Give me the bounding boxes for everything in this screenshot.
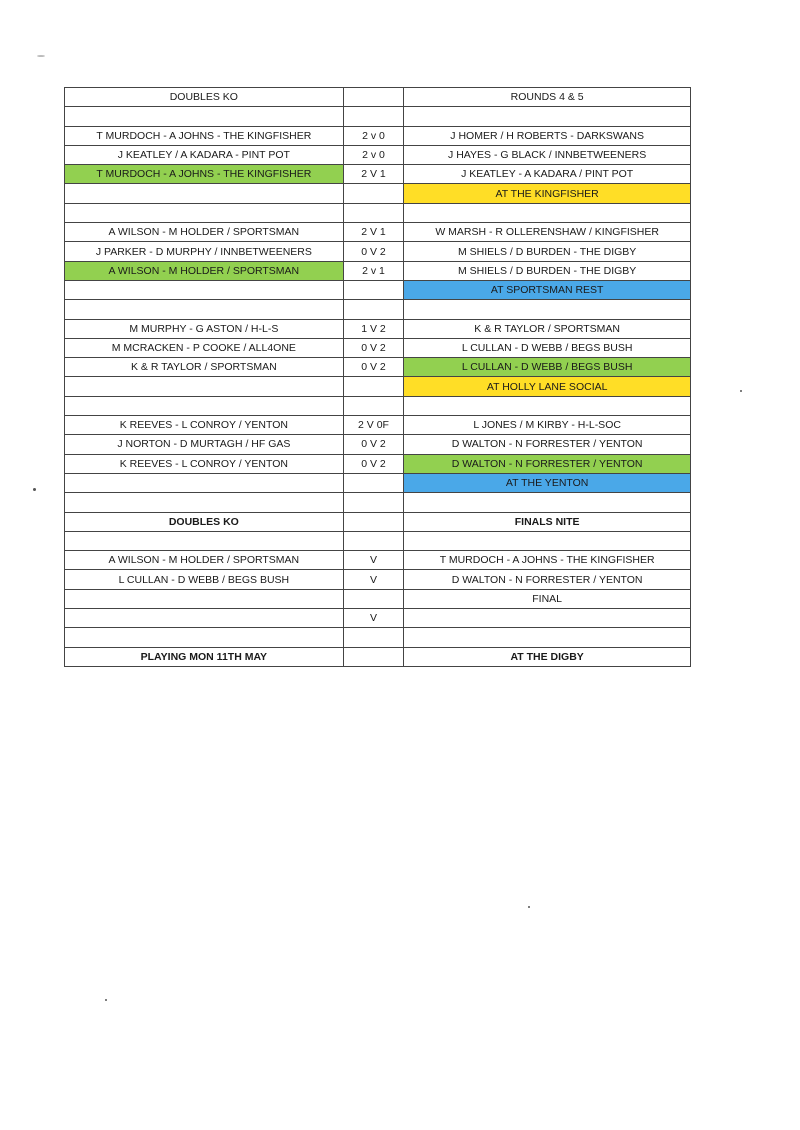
score-cell: V	[343, 609, 404, 628]
table-row	[65, 88, 691, 107]
table-row	[65, 107, 691, 126]
score-cell	[343, 647, 404, 666]
score-cell	[343, 88, 404, 107]
fixtures-table-body	[65, 88, 691, 667]
scan-speck	[37, 55, 45, 57]
left-team-cell: T MURDOCH - A JOHNS - THE KINGFISHER	[65, 165, 344, 184]
right-team-cell	[404, 396, 691, 415]
right-team-cell: AT SPORTSMAN REST	[404, 280, 691, 299]
right-team-cell: J HAYES - G BLACK / INNBETWEENERS	[404, 145, 691, 164]
table-row	[65, 242, 691, 261]
left-team-cell: K REEVES - L CONROY / YENTON	[65, 416, 344, 435]
table-row	[65, 358, 691, 377]
table-row	[65, 261, 691, 280]
score-cell	[343, 628, 404, 647]
score-cell	[343, 396, 404, 415]
left-team-cell: T MURDOCH - A JOHNS - THE KINGFISHER	[65, 126, 344, 145]
score-cell: 0 V 2	[343, 338, 404, 357]
score-cell: 2 v 0	[343, 145, 404, 164]
left-team-cell	[65, 609, 344, 628]
right-team-cell	[404, 628, 691, 647]
left-team-cell: A WILSON - M HOLDER / SPORTSMAN	[65, 261, 344, 280]
left-team-cell	[65, 184, 344, 203]
table-row	[65, 551, 691, 570]
scan-speck	[33, 488, 36, 491]
left-team-cell: DOUBLES KO	[65, 88, 344, 107]
right-team-cell: J KEATLEY - A KADARA / PINT POT	[404, 165, 691, 184]
left-team-cell	[65, 107, 344, 126]
left-team-cell	[65, 628, 344, 647]
table-row	[65, 396, 691, 415]
left-team-cell	[65, 589, 344, 608]
score-cell: 2 V 0F	[343, 416, 404, 435]
left-team-cell: A WILSON - M HOLDER / SPORTSMAN	[65, 551, 344, 570]
score-cell: 1 V 2	[343, 319, 404, 338]
left-team-cell	[65, 396, 344, 415]
score-cell: 0 V 2	[343, 435, 404, 454]
left-team-cell	[65, 280, 344, 299]
table-row	[65, 377, 691, 396]
left-team-cell	[65, 493, 344, 512]
left-team-cell	[65, 377, 344, 396]
table-row	[65, 609, 691, 628]
score-cell	[343, 184, 404, 203]
table-row	[65, 512, 691, 531]
right-team-cell: J HOMER / H ROBERTS - DARKSWANS	[404, 126, 691, 145]
table-row	[65, 203, 691, 222]
table-row	[65, 589, 691, 608]
right-team-cell	[404, 203, 691, 222]
score-cell	[343, 203, 404, 222]
table-row	[65, 628, 691, 647]
table-row	[65, 435, 691, 454]
left-team-cell	[65, 203, 344, 222]
scan-speck	[740, 390, 742, 392]
score-cell	[343, 589, 404, 608]
score-cell: 0 V 2	[343, 454, 404, 473]
right-team-cell: FINALS NITE	[404, 512, 691, 531]
scan-speck	[105, 999, 107, 1001]
right-team-cell	[404, 107, 691, 126]
table-row	[65, 165, 691, 184]
score-cell: 2 V 1	[343, 165, 404, 184]
table-row	[65, 300, 691, 319]
table-row	[65, 280, 691, 299]
left-team-cell: M MCRACKEN - P COOKE / ALL4ONE	[65, 338, 344, 357]
score-cell: V	[343, 570, 404, 589]
right-team-cell: AT HOLLY LANE SOCIAL	[404, 377, 691, 396]
score-cell	[343, 493, 404, 512]
right-team-cell: AT THE KINGFISHER	[404, 184, 691, 203]
right-team-cell	[404, 609, 691, 628]
table-row	[65, 223, 691, 242]
right-team-cell: L CULLAN - D WEBB / BEGS BUSH	[404, 338, 691, 357]
fixtures-table	[64, 87, 691, 667]
table-row	[65, 570, 691, 589]
score-cell	[343, 512, 404, 531]
right-team-cell: K & R TAYLOR / SPORTSMAN	[404, 319, 691, 338]
score-cell: 2 V 1	[343, 223, 404, 242]
score-cell: 2 v 1	[343, 261, 404, 280]
left-team-cell: L CULLAN - D WEBB / BEGS BUSH	[65, 570, 344, 589]
right-team-cell: W MARSH - R OLLERENSHAW / KINGFISHER	[404, 223, 691, 242]
left-team-cell: DOUBLES KO	[65, 512, 344, 531]
right-team-cell: AT THE YENTON	[404, 473, 691, 492]
left-team-cell: M MURPHY - G ASTON / H-L-S	[65, 319, 344, 338]
left-team-cell	[65, 300, 344, 319]
score-cell: 0 V 2	[343, 358, 404, 377]
left-team-cell: J PARKER - D MURPHY / INNBETWEENERS	[65, 242, 344, 261]
right-team-cell: L JONES / M KIRBY - H-L-SOC	[404, 416, 691, 435]
table-row	[65, 338, 691, 357]
left-team-cell	[65, 473, 344, 492]
right-team-cell: D WALTON - N FORRESTER / YENTON	[404, 435, 691, 454]
score-cell	[343, 531, 404, 550]
table-row	[65, 493, 691, 512]
table-row	[65, 647, 691, 666]
right-team-cell	[404, 493, 691, 512]
table-row	[65, 319, 691, 338]
left-team-cell: J NORTON - D MURTAGH / HF GAS	[65, 435, 344, 454]
table-row	[65, 531, 691, 550]
table-row	[65, 454, 691, 473]
score-cell	[343, 280, 404, 299]
scan-speck	[528, 906, 530, 908]
score-cell: 0 V 2	[343, 242, 404, 261]
score-cell	[343, 107, 404, 126]
left-team-cell: K & R TAYLOR / SPORTSMAN	[65, 358, 344, 377]
right-team-cell: M SHIELS / D BURDEN - THE DIGBY	[404, 242, 691, 261]
right-team-cell: M SHIELS / D BURDEN - THE DIGBY	[404, 261, 691, 280]
score-cell: V	[343, 551, 404, 570]
right-team-cell: ROUNDS 4 & 5	[404, 88, 691, 107]
score-cell	[343, 377, 404, 396]
right-team-cell: T MURDOCH - A JOHNS - THE KINGFISHER	[404, 551, 691, 570]
table-row	[65, 473, 691, 492]
right-team-cell: AT THE DIGBY	[404, 647, 691, 666]
left-team-cell: K REEVES - L CONROY / YENTON	[65, 454, 344, 473]
table-row	[65, 184, 691, 203]
score-cell	[343, 300, 404, 319]
right-team-cell: L CULLAN - D WEBB / BEGS BUSH	[404, 358, 691, 377]
table-row	[65, 126, 691, 145]
score-cell: 2 v 0	[343, 126, 404, 145]
right-team-cell	[404, 531, 691, 550]
right-team-cell: D WALTON - N FORRESTER / YENTON	[404, 454, 691, 473]
right-team-cell: D WALTON - N FORRESTER / YENTON	[404, 570, 691, 589]
table-row	[65, 145, 691, 164]
left-team-cell: A WILSON - M HOLDER / SPORTSMAN	[65, 223, 344, 242]
table-row	[65, 416, 691, 435]
left-team-cell: J KEATLEY / A KADARA - PINT POT	[65, 145, 344, 164]
left-team-cell: PLAYING MON 11TH MAY	[65, 647, 344, 666]
right-team-cell	[404, 300, 691, 319]
score-cell	[343, 473, 404, 492]
left-team-cell	[65, 531, 344, 550]
right-team-cell: FINAL	[404, 589, 691, 608]
